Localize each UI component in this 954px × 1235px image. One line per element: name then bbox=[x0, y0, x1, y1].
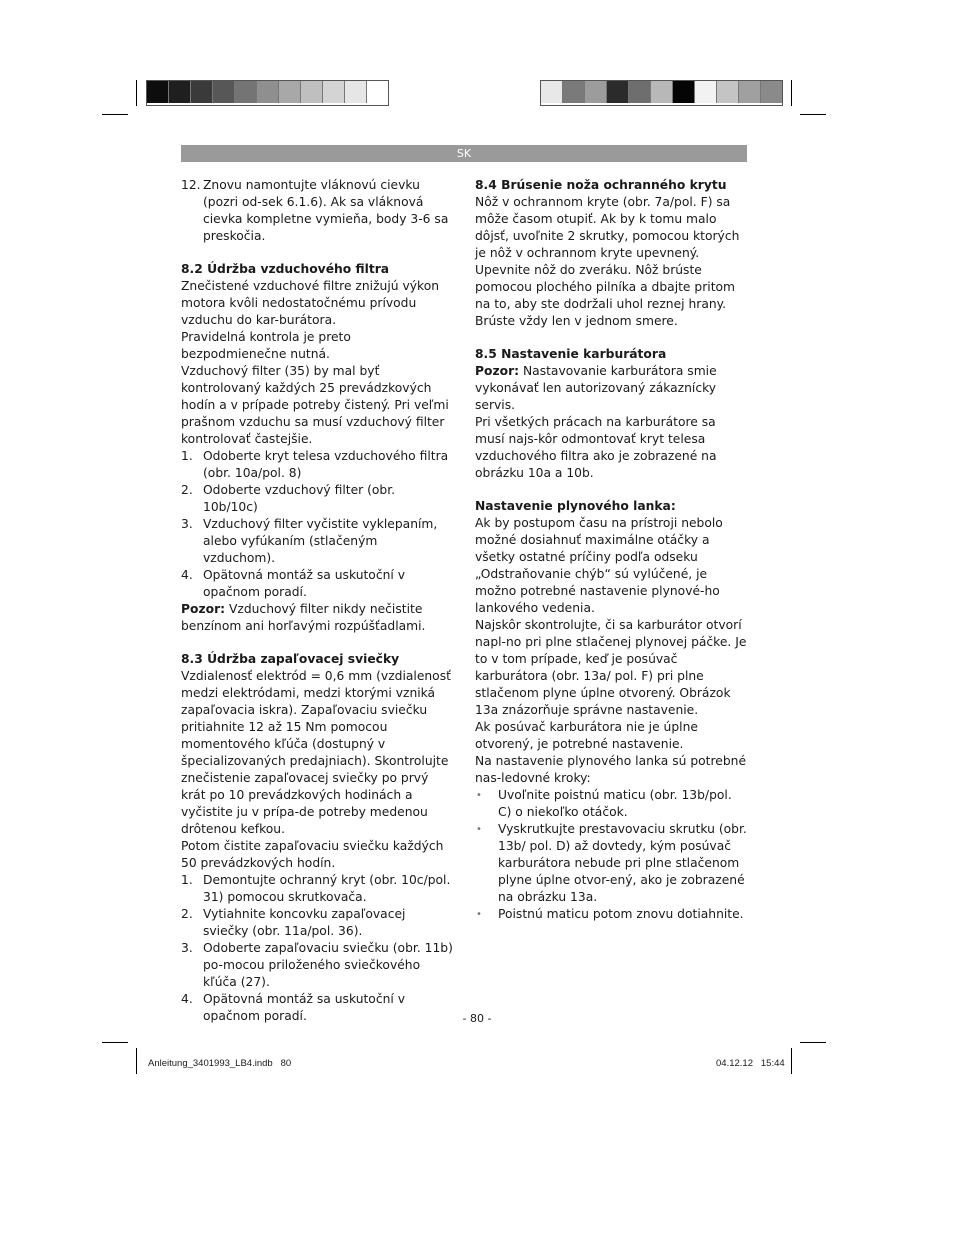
page-number: - 80 - bbox=[462, 1012, 492, 1025]
paragraph: Pri všetkých prácach na karburátore sa musí najs-kôr odmontovať kryt telesa vzduchového filtra ako je zobrazené na obrázku 10a a 10b. bbox=[475, 415, 717, 480]
crop-mark-top-right-h bbox=[800, 114, 826, 115]
section-title-blade-sharpening: 8.4 Brúsenie noža ochranného krytu bbox=[475, 178, 727, 192]
paragraph: Znečistené vzduchové filtre znižujú výkon motora kvôli nedostatočnému prívodu vzduchu do kar-burátora. bbox=[181, 279, 440, 327]
color-swatch bbox=[563, 81, 585, 103]
crop-mark-top-left-h bbox=[102, 114, 128, 115]
color-swatch bbox=[147, 81, 169, 103]
color-swatch bbox=[695, 81, 717, 103]
paragraph: Pravidelná kontrola je preto bezpodmienečne nutná. bbox=[181, 330, 351, 361]
footer-datetime: 04.12.12 15:44 bbox=[716, 1058, 785, 1069]
crop-mark-top-left-v bbox=[136, 80, 137, 106]
list-item: 2. Vytiahnite koncovku zapaľovacej sviečky (obr. 11a/pol. 36). bbox=[181, 907, 406, 938]
list-item: 1. Odoberte kryt telesa vzduchového filtra (obr. 10a/pol. 8) bbox=[181, 449, 449, 480]
bullet-icon: • bbox=[476, 824, 482, 835]
paragraph: Vzduchový filter (35) by mal byť kontrolovaný každých 25 prevádzkových hodín a v prípade potreby čistený. Pri veľmi prašnom vzduchu sa musí vzduchový filter kontrolovať častejšie. bbox=[181, 364, 449, 446]
section-title-air-filter: 8.2 Údržba vzduchového filtra bbox=[181, 262, 390, 276]
bullet-item: • Uvoľnite poistnú maticu (obr. 13b/pol. C) o niekoľko otáčok. bbox=[476, 788, 732, 819]
paragraph: Ak by postupom času na prístroji nebolo možné dosiahnuť maximálne otáčky a všetky ostatné príčiny podľa odseku „Odstraňovanie chýb“ sú vylúčené, je možno potrebné nastavenie plynové-ho lankového vedenia. bbox=[475, 516, 723, 615]
paragraph: Na nastavenie plynového lanka sú potrebné nas-ledovné kroky: bbox=[475, 754, 747, 785]
list-item: 3. Vzduchový filter vyčistite vyklepaním, alebo vyfúkaním (stlačeným vzduchom). bbox=[181, 517, 438, 565]
right-column bbox=[475, 177, 747, 923]
color-swatch bbox=[585, 81, 607, 103]
crop-mark-top-right-v bbox=[791, 80, 792, 106]
list-item: 4. Opätovná montáž sa uskutoční v opačnom poradí. bbox=[181, 568, 405, 599]
color-swatch bbox=[367, 81, 388, 103]
color-swatch bbox=[279, 81, 301, 103]
color-swatch bbox=[191, 81, 213, 103]
list-item: 4. Opätovná montáž sa uskutoční v opačnom poradí. bbox=[181, 992, 405, 1023]
bullet-icon: • bbox=[476, 790, 482, 801]
color-swatch bbox=[629, 81, 651, 103]
color-swatch bbox=[235, 81, 257, 103]
color-swatch bbox=[213, 81, 235, 103]
color-swatch bbox=[673, 81, 695, 103]
bullet-item: • Vyskrutkujte prestavovaciu skrutku (obr. 13b/ pol. D) až dovtedy, kým posúvač karburátora nebude pri plne stlačenom plyne úplne otvor-ený, ako je zobrazené na obrázku 13a. bbox=[476, 822, 747, 904]
crop-mark-bottom-right-v bbox=[791, 1048, 792, 1074]
bullet-item: • Poistnú maticu potom znovu dotiahnite. bbox=[476, 907, 744, 921]
list-item: 1. Demontujte ochranný kryt (obr. 10c/pol. 31) pomocou skrutkovača. bbox=[181, 873, 451, 904]
language-header: SK bbox=[181, 145, 747, 162]
left-column bbox=[181, 177, 453, 1025]
paragraph: Potom čistite zapaľovaciu sviečku každých 50 prevádzkových hodín. bbox=[181, 839, 444, 870]
color-swatch bbox=[651, 81, 673, 103]
warning-note: Pozor: Vzduchový filter nikdy nečistite benzínom ani horľavými rozpúšťadlami. bbox=[181, 602, 426, 633]
section-title-carburetor: 8.5 Nastavenie karburátora bbox=[475, 347, 667, 361]
paragraph: Najskôr skontrolujte, či sa karburátor otvorí napl-no pri plne stlačenej plynovej páčke. Je to v tom prípade, keď je posúvač karburátora (obr. 13a/ pol. F) pri plne stlačenom plyne úplne otvorený. Obrázok 13a znázorňuje správne nastavenie. bbox=[475, 618, 747, 717]
bullet-icon: • bbox=[476, 909, 482, 920]
color-swatch bbox=[301, 81, 323, 103]
color-bar-right bbox=[540, 80, 783, 106]
section-title-throttle-cable: Nastavenie plynového lanka: bbox=[475, 499, 676, 513]
color-swatch bbox=[607, 81, 629, 103]
crop-mark-bottom-left-h bbox=[102, 1042, 128, 1043]
color-swatch bbox=[257, 81, 279, 103]
list-item: 3. Odoberte zapaľovaciu sviečku (obr. 11b) po-mocou priloženého sviečkového kľúča (27). bbox=[181, 941, 453, 989]
crop-mark-bottom-right-h bbox=[800, 1042, 826, 1043]
color-swatch bbox=[717, 81, 739, 103]
paragraph: Vzdialenosť elektród = 0,6 mm (vzdialenosť medzi elektródami, medzi ktorými vzniká zapaľovacia iskra). Zapaľovaciu sviečku pritiahnite 12 až 15 Nm pomocou momentového kľúča (dostupný v špecializovaných predajniach). Skontrolujte znečistenie zapaľovacej sviečky po prvý krát po 10 prevádzkových hodinách a vyčistite ju v prípa-de potreby medenou drôtenou kefkou. bbox=[181, 669, 451, 836]
crop-mark-bottom-left-v bbox=[136, 1048, 137, 1074]
list-item: 2. Odoberte vzduchový filter (obr. 10b/10c) bbox=[181, 483, 396, 514]
paragraph: Nôž v ochrannom kryte (obr. 7a/pol. F) sa môže časom otupiť. Ak by k tomu malo dôjsť, uvoľnite 2 skrutky, pomocou ktorých je nôž v ochrannom kryte upevnený. Upevnite nôž do zveráku. Nôž brúste pomocou plochého pilníka a dbajte pritom na to, aby ste dodržali uhol reznej hrany. Brúste vždy len v jednom smere. bbox=[475, 195, 740, 328]
list-item: 12. Znovu namontujte vláknovú cievku (pozri od-sek 6.1.6). Ak sa vláknová cievka kompletne vymieňa, body 3-6 sa preskočia. bbox=[181, 178, 449, 243]
color-swatch bbox=[169, 81, 191, 103]
color-swatch bbox=[345, 81, 367, 103]
paragraph: Ak posúvač karburátora nie je úplne otvorený, je potrebné nastavenie. bbox=[475, 720, 698, 751]
color-bar-left bbox=[146, 80, 389, 106]
warning-note: Pozor: Nastavovanie karburátora smie vykonávať len autorizovaný zákaznícky servis. bbox=[475, 364, 717, 412]
section-title-spark-plug: 8.3 Údržba zapaľovacej sviečky bbox=[181, 652, 400, 666]
color-swatch bbox=[739, 81, 761, 103]
color-swatch bbox=[323, 81, 345, 103]
footer-file-name: Anleitung_3401993_LB4.indb 80 bbox=[148, 1058, 292, 1069]
color-swatch bbox=[541, 81, 563, 103]
color-swatch bbox=[761, 81, 782, 103]
